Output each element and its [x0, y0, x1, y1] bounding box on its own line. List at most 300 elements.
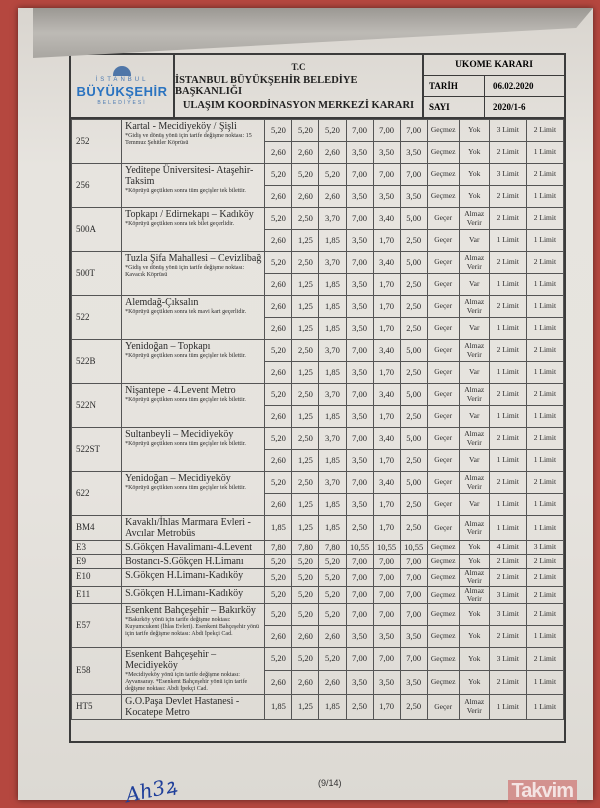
route-note: *Bakırköy yönü için tarife değişme noktası: Kuyumcukent (İhlas Evleri). Esenkent Bahçeşehir yönü için tarife değişme noktası: Abdi İpekçi Cad. [125, 617, 260, 637]
fare-cell: 7,00 [373, 586, 400, 604]
fare-cell: 3,40 [373, 208, 400, 230]
limit-cell: 1 Limit [526, 626, 563, 648]
fare-cell: 1,85 [319, 494, 346, 516]
fare-cell: 1,25 [292, 230, 319, 252]
table-row [72, 208, 564, 230]
limit-cell: 1 Limit [489, 318, 526, 340]
fare-cell: 1,25 [292, 362, 319, 384]
fare-cell: 5,20 [292, 648, 319, 671]
discount-cell: Almaz Verir [459, 586, 489, 604]
fare-cell: 3,50 [346, 230, 373, 252]
fare-cell: 3,50 [373, 142, 400, 164]
limit-cell: 2 Limit [526, 586, 563, 604]
fare-cell: 5,20 [319, 164, 346, 186]
route-name-cell [122, 164, 265, 208]
fare-cell: 7,00 [400, 555, 427, 569]
route-name: Kavaklı/İhlas Marmara Evleri - Avcılar Metrobüs [125, 517, 251, 539]
fare-cell: 3,50 [346, 494, 373, 516]
limit-cell: 1 Limit [526, 671, 563, 694]
fare-cell: 2,50 [292, 208, 319, 230]
fare-cell: 2,60 [292, 186, 319, 208]
discount-cell: Var [459, 318, 489, 340]
table-row [72, 586, 564, 604]
fare-cell: 5,20 [265, 120, 292, 142]
fare-cell: 2,60 [265, 362, 292, 384]
limit-cell: 2 Limit [489, 555, 526, 569]
fare-cell: 10,55 [373, 541, 400, 555]
route-name: Yeditepe Üniversitesi- Ataşehir-Taksim [125, 165, 254, 187]
route-name: Esenkent Bahçeşehir – Bakırköy [125, 605, 256, 616]
transfer-cell: Geçer [427, 340, 459, 362]
fare-cell: 2,50 [292, 472, 319, 494]
fare-cell: 3,50 [346, 318, 373, 340]
fare-cell: 5,20 [292, 604, 319, 626]
transfer-cell: Geçer [427, 472, 459, 494]
fare-cell: 5,20 [292, 164, 319, 186]
fare-cell: 5,20 [292, 120, 319, 142]
fare-cell: 1,70 [373, 516, 400, 541]
fare-cell: 7,00 [373, 604, 400, 626]
discount-cell: Var [459, 362, 489, 384]
fare-cell: 1,25 [292, 494, 319, 516]
fare-cell: 5,20 [265, 586, 292, 604]
fare-cell: 1,25 [292, 296, 319, 318]
route-code: 622 [72, 472, 122, 516]
fare-cell: 2,60 [265, 494, 292, 516]
transfer-cell: Geçmez [427, 671, 459, 694]
limit-cell: 4 Limit [489, 541, 526, 555]
route-code: E10 [72, 569, 122, 587]
limit-cell: 2 Limit [526, 604, 563, 626]
discount-cell: Var [459, 450, 489, 472]
fare-cell: 5,20 [265, 164, 292, 186]
limit-cell: 2 Limit [489, 142, 526, 164]
route-code: 252 [72, 120, 122, 164]
fare-cell: 3,50 [346, 450, 373, 472]
route-name-cell [122, 120, 265, 164]
limit-cell: 2 Limit [489, 296, 526, 318]
limit-cell: 2 Limit [526, 569, 563, 587]
fare-cell: 10,55 [400, 541, 427, 555]
number-value: 2020/1-6 [493, 102, 526, 112]
fare-cell: 5,20 [319, 648, 346, 671]
route-name-cell [122, 694, 265, 719]
route-code: BM4 [72, 516, 122, 541]
limit-cell: 1 Limit [526, 230, 563, 252]
page-number: (9/14) [318, 778, 342, 788]
document-page [18, 8, 593, 808]
fare-cell: 2,50 [400, 362, 427, 384]
date-value: 06.02.2020 [493, 81, 534, 91]
table-row [72, 472, 564, 494]
fare-cell: 2,60 [319, 671, 346, 694]
limit-cell: 2 Limit [526, 384, 563, 406]
fare-cell: 3,40 [373, 340, 400, 362]
limit-cell: 3 Limit [526, 541, 563, 555]
route-code: 522ST [72, 428, 122, 472]
fare-cell: 3,50 [373, 671, 400, 694]
transfer-cell: Geçmez [427, 586, 459, 604]
route-name-cell [122, 340, 265, 384]
limit-cell: 3 Limit [489, 648, 526, 671]
fare-cell: 7,80 [265, 541, 292, 555]
limit-cell: 2 Limit [489, 569, 526, 587]
discount-cell: Yok [459, 142, 489, 164]
transfer-cell: Geçmez [427, 569, 459, 587]
transfer-cell: Geçer [427, 450, 459, 472]
fare-cell: 7,80 [319, 541, 346, 555]
limit-cell: 2 Limit [526, 340, 563, 362]
limit-cell: 2 Limit [526, 164, 563, 186]
transfer-cell: Geçer [427, 208, 459, 230]
fare-table-body [72, 120, 564, 720]
transfer-cell: Geçmez [427, 604, 459, 626]
fare-cell: 2,50 [292, 252, 319, 274]
limit-cell: 1 Limit [489, 450, 526, 472]
route-name-cell [122, 569, 265, 587]
limit-cell: 1 Limit [489, 230, 526, 252]
fare-cell: 3,50 [400, 671, 427, 694]
fare-cell: 2,60 [292, 671, 319, 694]
limit-cell: 2 Limit [489, 671, 526, 694]
limit-cell: 2 Limit [526, 428, 563, 450]
limit-cell: 1 Limit [526, 142, 563, 164]
number-row [424, 97, 564, 117]
discount-cell: Almaz Verir [459, 694, 489, 719]
route-note: *Köprüyü geçtikten sonra tüm geçişler tek bilettir. [125, 485, 246, 491]
fare-cell: 1,25 [292, 450, 319, 472]
fare-cell: 5,20 [265, 648, 292, 671]
fare-cell: 2,60 [265, 318, 292, 340]
fare-cell: 1,85 [265, 516, 292, 541]
fare-cell: 5,00 [400, 384, 427, 406]
fare-cell: 3,50 [373, 186, 400, 208]
title-line-1: İSTANBUL BÜYÜKŞEHİR BELEDİYE BAŞKANLIĞI [175, 74, 358, 97]
discount-cell: Yok [459, 120, 489, 142]
fare-cell: 2,50 [400, 296, 427, 318]
limit-cell: 2 Limit [489, 472, 526, 494]
transfer-cell: Geçer [427, 252, 459, 274]
fare-cell: 7,00 [346, 120, 373, 142]
fare-cell: 7,80 [292, 541, 319, 555]
fare-cell: 2,60 [265, 450, 292, 472]
discount-cell: Yok [459, 604, 489, 626]
limit-cell: 1 Limit [526, 318, 563, 340]
fare-cell: 2,50 [292, 340, 319, 362]
limit-cell: 1 Limit [526, 494, 563, 516]
route-name: Alemdağ-Çıksalın [125, 297, 199, 308]
fare-cell: 3,70 [319, 340, 346, 362]
route-code: 500T [72, 252, 122, 296]
route-name-cell [122, 296, 265, 340]
limit-cell: 1 Limit [489, 362, 526, 384]
decision-label: UKOME KARARI [424, 55, 564, 76]
logo-line-1: İSTANBUL [95, 77, 149, 83]
route-name-cell [122, 516, 265, 541]
fare-cell: 1,70 [373, 406, 400, 428]
fare-cell: 1,70 [373, 694, 400, 719]
transfer-cell: Geçmez [427, 164, 459, 186]
fare-cell: 5,20 [265, 555, 292, 569]
date-row [424, 76, 564, 97]
fare-cell: 5,00 [400, 208, 427, 230]
fare-cell: 2,60 [265, 142, 292, 164]
fare-cell: 2,60 [265, 671, 292, 694]
fare-cell: 3,70 [319, 252, 346, 274]
takvim-watermark: Takvim [508, 780, 577, 803]
handwritten-signature: Ah3ꝝ [123, 772, 179, 808]
table-row [72, 384, 564, 406]
fare-cell: 7,00 [346, 555, 373, 569]
transfer-cell: Geçer [427, 384, 459, 406]
number-label: SAYI [424, 97, 485, 117]
fare-cell: 7,00 [346, 428, 373, 450]
transfer-cell: Geçer [427, 494, 459, 516]
limit-cell: 1 Limit [489, 516, 526, 541]
fare-cell: 1,85 [319, 406, 346, 428]
transfer-cell: Geçmez [427, 186, 459, 208]
fare-cell: 5,00 [400, 340, 427, 362]
fare-cell: 3,50 [346, 296, 373, 318]
limit-cell: 1 Limit [489, 694, 526, 719]
route-name: Yenidoğan – Topkapı [125, 341, 211, 352]
fare-cell: 2,50 [400, 494, 427, 516]
route-name: S.Gökçen H.Limanı-Kadıköy [125, 570, 244, 581]
fare-cell: 3,50 [346, 362, 373, 384]
fare-cell: 1,70 [373, 494, 400, 516]
limit-cell: 3 Limit [489, 586, 526, 604]
fare-cell: 7,00 [346, 384, 373, 406]
table-row [72, 428, 564, 450]
fare-cell: 1,25 [292, 274, 319, 296]
fare-cell: 3,40 [373, 252, 400, 274]
fare-cell: 3,70 [319, 208, 346, 230]
document-title [175, 55, 424, 117]
title-line-2: ULAŞIM KOORDİNASYON MERKEZİ KARARI [182, 99, 415, 111]
fare-cell: 10,55 [346, 541, 373, 555]
route-note: *Mecidiyeköy yönü için tarife değişme noktası: Ayvansaray. *Esenkent Bahçeşehir yönü için tarife değişme noktası: Abdi İpekçi Cad. [125, 672, 248, 692]
route-name: G.O.Paşa Devlet Hastanesi - Kocatepe Metro [125, 695, 240, 718]
route-note: *Köprüyü geçtikten sonra tüm geçişler tek bilettir. [125, 188, 246, 194]
route-name: Tuzla Şifa Mahallesi – Cevizlibağ [125, 253, 262, 264]
fare-cell: 2,60 [265, 406, 292, 428]
fare-cell: 3,40 [373, 384, 400, 406]
transfer-cell: Geçer [427, 230, 459, 252]
fare-cell: 2,60 [265, 274, 292, 296]
route-note: *Köprüyü geçtikten sonra tek bilet geçerlidir. [125, 221, 235, 227]
route-name: Bostancı-S.Gökçen H.Limanı [125, 556, 244, 567]
route-name: S.Gökçen Havalimanı-4.Levent [125, 542, 252, 553]
route-name-cell [122, 586, 265, 604]
route-code: 522 [72, 296, 122, 340]
limit-cell: 1 Limit [489, 274, 526, 296]
fare-cell: 3,50 [346, 626, 373, 648]
fare-cell: 7,00 [346, 586, 373, 604]
route-code: 256 [72, 164, 122, 208]
fare-cell: 7,00 [346, 164, 373, 186]
fare-cell: 7,00 [400, 586, 427, 604]
fare-cell: 2,50 [400, 318, 427, 340]
transfer-cell: Geçer [427, 362, 459, 384]
fare-cell: 5,20 [265, 604, 292, 626]
discount-cell: Almaz Verir [459, 569, 489, 587]
fare-cell: 1,85 [265, 694, 292, 719]
route-note: *Köprüyü geçtikten sonra tüm geçişler tek bilettir. [125, 397, 246, 403]
transfer-cell: Geçer [427, 296, 459, 318]
fare-cell: 7,00 [346, 569, 373, 587]
discount-cell: Var [459, 274, 489, 296]
transfer-cell: Geçer [427, 516, 459, 541]
logo-line-2: BÜYÜKŞEHİR [76, 84, 168, 99]
fare-cell: 1,70 [373, 296, 400, 318]
discount-cell: Var [459, 406, 489, 428]
fare-cell: 2,50 [346, 694, 373, 719]
route-code: E3 [72, 541, 122, 555]
limit-cell: 2 Limit [526, 555, 563, 569]
discount-cell: Almaz Verir [459, 384, 489, 406]
fare-cell: 2,60 [265, 626, 292, 648]
fare-cell: 2,50 [400, 230, 427, 252]
fare-cell: 1,85 [319, 296, 346, 318]
fare-cell: 7,00 [400, 120, 427, 142]
fare-cell: 7,00 [346, 472, 373, 494]
route-name-cell [122, 648, 265, 695]
fare-cell: 2,50 [400, 406, 427, 428]
fare-cell: 3,70 [319, 472, 346, 494]
fare-cell: 7,00 [346, 648, 373, 671]
route-name-cell [122, 555, 265, 569]
route-name: Sultanbeyli – Mecidiyeköy [125, 429, 234, 440]
fare-cell: 2,60 [319, 142, 346, 164]
fare-cell: 7,00 [400, 164, 427, 186]
route-name: Nişantepe - 4.Levent Metro [125, 385, 236, 396]
fare-cell: 3,50 [400, 626, 427, 648]
fare-cell: 2,50 [400, 450, 427, 472]
fare-cell: 3,40 [373, 472, 400, 494]
fare-cell: 1,85 [319, 318, 346, 340]
transfer-cell: Geçer [427, 274, 459, 296]
fare-cell: 7,00 [346, 604, 373, 626]
fare-cell: 2,50 [400, 516, 427, 541]
transfer-cell: Geçer [427, 694, 459, 719]
fare-cell: 2,60 [265, 296, 292, 318]
discount-cell: Almaz Verir [459, 472, 489, 494]
fare-cell: 3,50 [346, 186, 373, 208]
limit-cell: 1 Limit [526, 296, 563, 318]
route-name-cell [122, 604, 265, 648]
discount-cell: Var [459, 494, 489, 516]
fare-cell: 2,60 [292, 142, 319, 164]
discount-cell: Yok [459, 541, 489, 555]
date-label: TARİH [424, 76, 485, 96]
fare-cell: 2,50 [292, 384, 319, 406]
limit-cell: 1 Limit [489, 494, 526, 516]
ibb-logo [71, 55, 175, 117]
limit-cell: 1 Limit [526, 406, 563, 428]
fare-cell: 5,20 [265, 208, 292, 230]
document-header [71, 55, 564, 119]
discount-cell: Almaz Verir [459, 516, 489, 541]
limit-cell: 1 Limit [526, 450, 563, 472]
transfer-cell: Geçer [427, 406, 459, 428]
fare-table [71, 119, 564, 720]
fare-cell: 1,25 [292, 516, 319, 541]
fare-cell: 5,20 [265, 340, 292, 362]
fare-cell: 7,00 [346, 208, 373, 230]
table-row [72, 555, 564, 569]
discount-cell: Yok [459, 648, 489, 671]
limit-cell: 1 Limit [526, 362, 563, 384]
route-name-cell [122, 208, 265, 252]
limit-cell: 2 Limit [526, 648, 563, 671]
fare-cell: 1,25 [292, 318, 319, 340]
route-code: E9 [72, 555, 122, 569]
discount-cell: Almaz Verir [459, 428, 489, 450]
limit-cell: 2 Limit [489, 340, 526, 362]
limit-cell: 3 Limit [489, 120, 526, 142]
fare-cell: 5,20 [265, 252, 292, 274]
limit-cell: 2 Limit [526, 120, 563, 142]
limit-cell: 2 Limit [489, 208, 526, 230]
table-row [72, 340, 564, 362]
fare-cell: 3,50 [346, 671, 373, 694]
fare-cell: 5,20 [265, 472, 292, 494]
discount-cell: Yok [459, 164, 489, 186]
decision-frame [69, 53, 566, 743]
fare-cell: 1,85 [319, 450, 346, 472]
limit-cell: 1 Limit [526, 274, 563, 296]
discount-cell: Yok [459, 186, 489, 208]
table-row [72, 120, 564, 142]
table-row [72, 694, 564, 719]
fare-cell: 5,20 [292, 586, 319, 604]
route-code: 500A [72, 208, 122, 252]
logo-line-3: BELEDİYESİ [97, 100, 147, 106]
fare-cell: 1,70 [373, 362, 400, 384]
limit-cell: 2 Limit [526, 252, 563, 274]
fare-cell: 1,70 [373, 274, 400, 296]
fare-cell: 3,50 [346, 142, 373, 164]
fare-cell: 2,60 [319, 186, 346, 208]
transfer-cell: Geçmez [427, 648, 459, 671]
transfer-cell: Geçmez [427, 541, 459, 555]
transfer-cell: Geçmez [427, 555, 459, 569]
fare-cell: 1,85 [319, 230, 346, 252]
table-row [72, 541, 564, 555]
fare-cell: 1,25 [292, 406, 319, 428]
discount-cell: Almaz Verir [459, 296, 489, 318]
route-name-cell [122, 541, 265, 555]
fare-cell: 7,00 [373, 164, 400, 186]
route-note: *Köprüyü geçtikten sonra tüm geçişler tek bilettir. [125, 441, 246, 447]
transfer-cell: Geçer [427, 318, 459, 340]
route-code: 522N [72, 384, 122, 428]
fare-cell: 7,00 [373, 555, 400, 569]
fare-cell: 3,50 [373, 626, 400, 648]
fare-cell: 7,00 [373, 120, 400, 142]
fare-cell: 2,60 [265, 230, 292, 252]
decision-meta [424, 55, 564, 117]
fare-cell: 2,60 [292, 626, 319, 648]
fare-cell: 5,20 [292, 569, 319, 587]
fare-cell: 7,00 [400, 604, 427, 626]
fare-cell: 3,40 [373, 428, 400, 450]
fare-cell: 1,70 [373, 230, 400, 252]
discount-cell: Almaz Verir [459, 208, 489, 230]
fare-cell: 5,00 [400, 252, 427, 274]
tc-label: T.C [291, 61, 306, 72]
route-name-cell [122, 472, 265, 516]
